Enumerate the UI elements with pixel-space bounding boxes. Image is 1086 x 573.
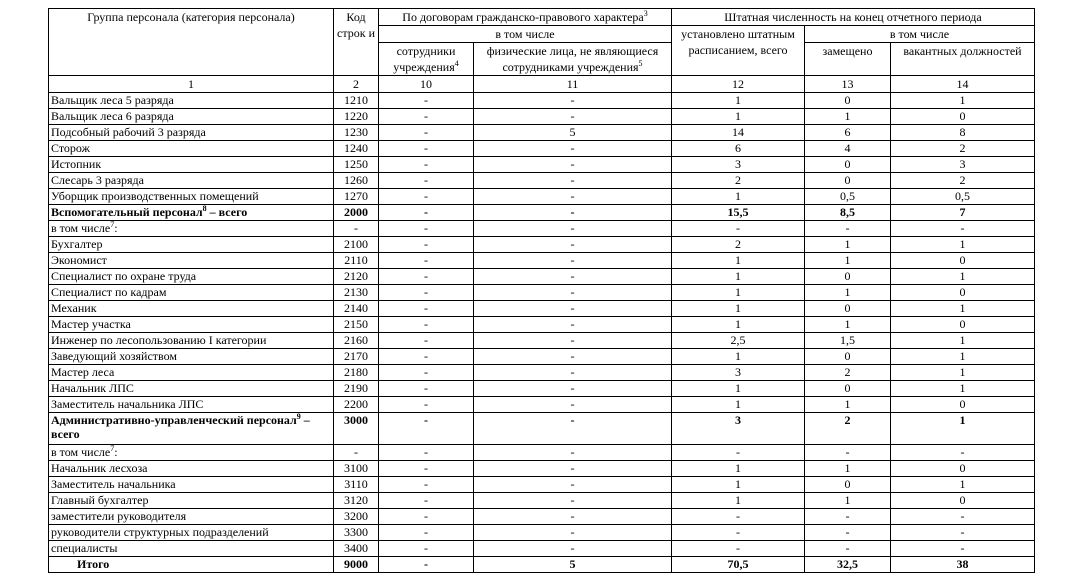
row-label: Административно-управленческий персонал$^9$ – всего — [49, 413, 334, 445]
cell-c13: 1,5 — [805, 333, 891, 349]
cell-c11: 5 — [474, 125, 672, 141]
table-row — [49, 189, 1035, 205]
cell-code: 3110 — [334, 477, 379, 493]
cell-c12: 15,5 — [672, 205, 805, 221]
cell-c12: 1 — [672, 381, 805, 397]
cell-code: 3120 — [334, 493, 379, 509]
cell-c14: 0 — [891, 317, 1035, 333]
cell-c14: - — [891, 221, 1035, 237]
cell-c11: - — [474, 93, 672, 109]
cell-c14: 0,5 — [891, 189, 1035, 205]
cell-c14: 1 — [891, 333, 1035, 349]
cell-c13: 1 — [805, 109, 891, 125]
cell-code: 3200 — [334, 509, 379, 525]
cell-c12: 1 — [672, 109, 805, 125]
cell-c10: - — [379, 397, 474, 413]
table-row — [49, 221, 1035, 237]
table-row — [49, 397, 1035, 413]
cell-c13: 0 — [805, 381, 891, 397]
cell-c13: 1 — [805, 237, 891, 253]
cell-c12: - — [672, 509, 805, 525]
row-label: заместители руководителя — [49, 509, 334, 525]
cell-c12: 1 — [672, 461, 805, 477]
row-label: Истопник — [49, 157, 334, 173]
cell-c10: - — [379, 125, 474, 141]
cell-c13: 1 — [805, 253, 891, 269]
cell-c12: 1 — [672, 349, 805, 365]
header-incl-1: в том числе — [379, 26, 672, 43]
cell-c13: 6 — [805, 125, 891, 141]
cell-c10: - — [379, 109, 474, 125]
cell-c14: 2 — [891, 141, 1035, 157]
cell-code: 1260 — [334, 173, 379, 189]
row-label: Мастер участка — [49, 317, 334, 333]
cell-c10: - — [379, 189, 474, 205]
row-label: Подсобный рабочий 3 разряда — [49, 125, 334, 141]
col-number: 11 — [474, 76, 672, 93]
col-number: 12 — [672, 76, 805, 93]
row-label: Механик — [49, 301, 334, 317]
cell-c11: 5 — [474, 557, 672, 573]
cell-c10: - — [379, 477, 474, 493]
cell-c13: 1 — [805, 461, 891, 477]
cell-c13: - — [805, 509, 891, 525]
cell-c10: - — [379, 301, 474, 317]
col-number: 13 — [805, 76, 891, 93]
table-row — [49, 493, 1035, 509]
cell-c13: - — [805, 541, 891, 557]
cell-c13: 1 — [805, 317, 891, 333]
cell-c13: 1 — [805, 493, 891, 509]
table-row — [49, 141, 1035, 157]
row-label: Специалист по кадрам — [49, 285, 334, 301]
cell-c10: - — [379, 333, 474, 349]
col-number: 1 — [49, 76, 334, 93]
row-label: Вальщик леса 6 разряда — [49, 109, 334, 125]
cell-code: 9000 — [334, 557, 379, 573]
cell-code: 1240 — [334, 141, 379, 157]
staff-table — [48, 8, 1035, 573]
cell-c12: - — [672, 541, 805, 557]
cell-c10: - — [379, 461, 474, 477]
cell-c14: 8 — [891, 125, 1035, 141]
row-label: Экономист — [49, 253, 334, 269]
cell-c14: 1 — [891, 365, 1035, 381]
cell-c12: - — [672, 525, 805, 541]
row-label: Заместитель начальника ЛПС — [49, 397, 334, 413]
cell-code: 1220 — [334, 109, 379, 125]
cell-c14: 0 — [891, 285, 1035, 301]
header-group: Группа персонала (категория персонала) — [49, 9, 334, 76]
cell-c13: 1 — [805, 285, 891, 301]
table-row — [49, 365, 1035, 381]
cell-c13: 0 — [805, 157, 891, 173]
header-staff: Штатная численность на конец отчетного периода — [672, 9, 1035, 26]
row-label: Бухгалтер — [49, 237, 334, 253]
header-vacant: вакантных должностей — [891, 43, 1035, 76]
cell-code: - — [334, 221, 379, 237]
cell-c11: - — [474, 301, 672, 317]
cell-c11: - — [474, 493, 672, 509]
cell-c13: - — [805, 221, 891, 237]
cell-c11: - — [474, 349, 672, 365]
cell-c12: 3 — [672, 365, 805, 381]
cell-c12: - — [672, 445, 805, 461]
cell-c10: - — [379, 541, 474, 557]
cell-c12: 2 — [672, 237, 805, 253]
cell-code: 1210 — [334, 93, 379, 109]
cell-c12: 70,5 — [672, 557, 805, 573]
table-row — [49, 349, 1035, 365]
cell-c14: - — [891, 525, 1035, 541]
row-label: Итого — [49, 557, 334, 573]
cell-c14: - — [891, 445, 1035, 461]
row-label: Начальник лесхоза — [49, 461, 334, 477]
header-incl-2: в том числе — [805, 26, 1035, 43]
cell-c10: - — [379, 381, 474, 397]
cell-code: 3000 — [334, 413, 379, 445]
row-label: Слесарь 3 разряда — [49, 173, 334, 189]
table-row — [49, 269, 1035, 285]
row-label: Мастер леса — [49, 365, 334, 381]
cell-code: 1250 — [334, 157, 379, 173]
cell-c12: 6 — [672, 141, 805, 157]
cell-c10: - — [379, 285, 474, 301]
cell-c14: 0 — [891, 397, 1035, 413]
cell-c10: - — [379, 253, 474, 269]
cell-code: 3300 — [334, 525, 379, 541]
row-label: в том числе$^7$: — [49, 221, 334, 237]
cell-c11: - — [474, 221, 672, 237]
cell-c12: 2,5 — [672, 333, 805, 349]
cell-c13: 0 — [805, 173, 891, 189]
cell-c14: 2 — [891, 173, 1035, 189]
cell-c11: - — [474, 285, 672, 301]
cell-c12: 1 — [672, 285, 805, 301]
row-label: Заведующий хозяйством — [49, 349, 334, 365]
cell-c11: - — [474, 365, 672, 381]
row-label: специалисты — [49, 541, 334, 557]
cell-c13: 0 — [805, 477, 891, 493]
cell-c10: - — [379, 493, 474, 509]
cell-c11: - — [474, 237, 672, 253]
cell-c13: 0 — [805, 301, 891, 317]
cell-c12: 1 — [672, 93, 805, 109]
cell-c10: - — [379, 221, 474, 237]
col-number: 10 — [379, 76, 474, 93]
cell-c12: 1 — [672, 397, 805, 413]
header-civil: По договорам гражданско-правового характера$^3$ — [379, 9, 672, 26]
cell-c13: 0 — [805, 93, 891, 109]
cell-c13: - — [805, 525, 891, 541]
cell-c10: - — [379, 237, 474, 253]
header-code: Код строк и — [334, 9, 379, 76]
header-individuals: физические лица, не являющиеся сотрудниками учреждения$^5$ — [474, 43, 672, 76]
cell-c10: - — [379, 413, 474, 445]
cell-c11: - — [474, 269, 672, 285]
row-label: Вальщик леса 5 разряда — [49, 93, 334, 109]
table-row — [49, 109, 1035, 125]
col-number: 14 — [891, 76, 1035, 93]
cell-code: 2140 — [334, 301, 379, 317]
cell-c14: 1 — [891, 237, 1035, 253]
cell-c13: 2 — [805, 413, 891, 445]
row-label: Инженер по лесопользованию I категории — [49, 333, 334, 349]
table-row — [49, 333, 1035, 349]
cell-c14: 0 — [891, 253, 1035, 269]
table-row — [49, 237, 1035, 253]
cell-code: 2000 — [334, 205, 379, 221]
cell-c10: - — [379, 365, 474, 381]
cell-c14: 1 — [891, 413, 1035, 445]
header-employees: сотрудники учреждения$^4$ — [379, 43, 474, 76]
row-label: руководители структурных подразделений — [49, 525, 334, 541]
cell-code: 2160 — [334, 333, 379, 349]
cell-code: 2150 — [334, 317, 379, 333]
cell-c10: - — [379, 317, 474, 333]
table-row — [49, 525, 1035, 541]
cell-c14: 1 — [891, 301, 1035, 317]
cell-c11: - — [474, 461, 672, 477]
cell-c13: 4 — [805, 141, 891, 157]
row-label: Специалист по охране труда — [49, 269, 334, 285]
cell-c11: - — [474, 253, 672, 269]
cell-code: 1270 — [334, 189, 379, 205]
cell-c12: 1 — [672, 253, 805, 269]
cell-code: 3100 — [334, 461, 379, 477]
cell-c11: - — [474, 397, 672, 413]
cell-c14: 0 — [891, 461, 1035, 477]
cell-c12: 1 — [672, 493, 805, 509]
cell-c11: - — [474, 205, 672, 221]
row-label: в том числе$^7$: — [49, 445, 334, 461]
cell-code: 2120 — [334, 269, 379, 285]
cell-c11: - — [474, 141, 672, 157]
row-label: Уборщик производственных помещений — [49, 189, 334, 205]
table-row — [49, 381, 1035, 397]
cell-c10: - — [379, 205, 474, 221]
cell-code: 1230 — [334, 125, 379, 141]
cell-c13: 8,5 — [805, 205, 891, 221]
header-established: установлено штатным расписанием, всего — [672, 26, 805, 76]
cell-c10: - — [379, 141, 474, 157]
cell-c12: 1 — [672, 317, 805, 333]
cell-c14: 1 — [891, 381, 1035, 397]
row-label: Сторож — [49, 141, 334, 157]
table-row — [49, 509, 1035, 525]
cell-c10: - — [379, 509, 474, 525]
table-row — [49, 541, 1035, 557]
cell-c12: - — [672, 221, 805, 237]
table-row — [49, 253, 1035, 269]
cell-code: 2190 — [334, 381, 379, 397]
cell-code: 3400 — [334, 541, 379, 557]
table-row — [49, 461, 1035, 477]
cell-code: 2170 — [334, 349, 379, 365]
cell-c10: - — [379, 445, 474, 461]
cell-code: 2180 — [334, 365, 379, 381]
cell-c14: 1 — [891, 269, 1035, 285]
cell-c12: 3 — [672, 157, 805, 173]
cell-c11: - — [474, 173, 672, 189]
cell-c12: 1 — [672, 189, 805, 205]
cell-c11: - — [474, 477, 672, 493]
cell-c14: 1 — [891, 477, 1035, 493]
cell-c11: - — [474, 509, 672, 525]
table-row — [49, 205, 1035, 221]
header-filled: замещено — [805, 43, 891, 76]
cell-c10: - — [379, 525, 474, 541]
cell-c11: - — [474, 413, 672, 445]
cell-c11: - — [474, 157, 672, 173]
cell-c14: - — [891, 509, 1035, 525]
table-row — [49, 477, 1035, 493]
cell-c14: - — [891, 541, 1035, 557]
cell-c11: - — [474, 317, 672, 333]
col-number: 2 — [334, 76, 379, 93]
cell-c14: 0 — [891, 493, 1035, 509]
cell-c11: - — [474, 109, 672, 125]
cell-c13: - — [805, 445, 891, 461]
row-label: Начальник ЛПС — [49, 381, 334, 397]
cell-c14: 0 — [891, 109, 1035, 125]
cell-c10: - — [379, 557, 474, 573]
cell-code: 2200 — [334, 397, 379, 413]
cell-c12: 1 — [672, 477, 805, 493]
cell-c12: 1 — [672, 269, 805, 285]
row-label: Главный бухгалтер — [49, 493, 334, 509]
cell-code: 2110 — [334, 253, 379, 269]
cell-c11: - — [474, 333, 672, 349]
row-label: Вспомогательный персонал$^8$ – всего — [49, 205, 334, 221]
table-row — [49, 285, 1035, 301]
table-row — [49, 93, 1035, 109]
table-row — [49, 157, 1035, 173]
cell-c12: 14 — [672, 125, 805, 141]
cell-c10: - — [379, 93, 474, 109]
cell-c11: - — [474, 525, 672, 541]
cell-c14: 3 — [891, 157, 1035, 173]
cell-c12: 3 — [672, 413, 805, 445]
cell-c13: 1 — [805, 397, 891, 413]
cell-c13: 2 — [805, 365, 891, 381]
cell-c13: 0 — [805, 349, 891, 365]
cell-c10: - — [379, 173, 474, 189]
cell-c11: - — [474, 445, 672, 461]
table-row — [49, 173, 1035, 189]
cell-c13: 0,5 — [805, 189, 891, 205]
table-row — [49, 317, 1035, 333]
cell-c12: 2 — [672, 173, 805, 189]
cell-c11: - — [474, 541, 672, 557]
cell-c11: - — [474, 189, 672, 205]
table-row — [49, 445, 1035, 461]
cell-c10: - — [379, 157, 474, 173]
cell-code: - — [334, 445, 379, 461]
cell-c13: 0 — [805, 269, 891, 285]
cell-c13: 32,5 — [805, 557, 891, 573]
cell-code: 2130 — [334, 285, 379, 301]
cell-c12: 1 — [672, 301, 805, 317]
cell-c11: - — [474, 381, 672, 397]
cell-c14: 1 — [891, 93, 1035, 109]
table-row — [49, 413, 1035, 445]
table-row — [49, 125, 1035, 141]
cell-c14: 38 — [891, 557, 1035, 573]
cell-c10: - — [379, 349, 474, 365]
cell-code: 2100 — [334, 237, 379, 253]
table-row — [49, 301, 1035, 317]
cell-c14: 7 — [891, 205, 1035, 221]
row-label: Заместитель начальника — [49, 477, 334, 493]
cell-c10: - — [379, 269, 474, 285]
cell-c14: 1 — [891, 349, 1035, 365]
table-row — [49, 557, 1035, 573]
